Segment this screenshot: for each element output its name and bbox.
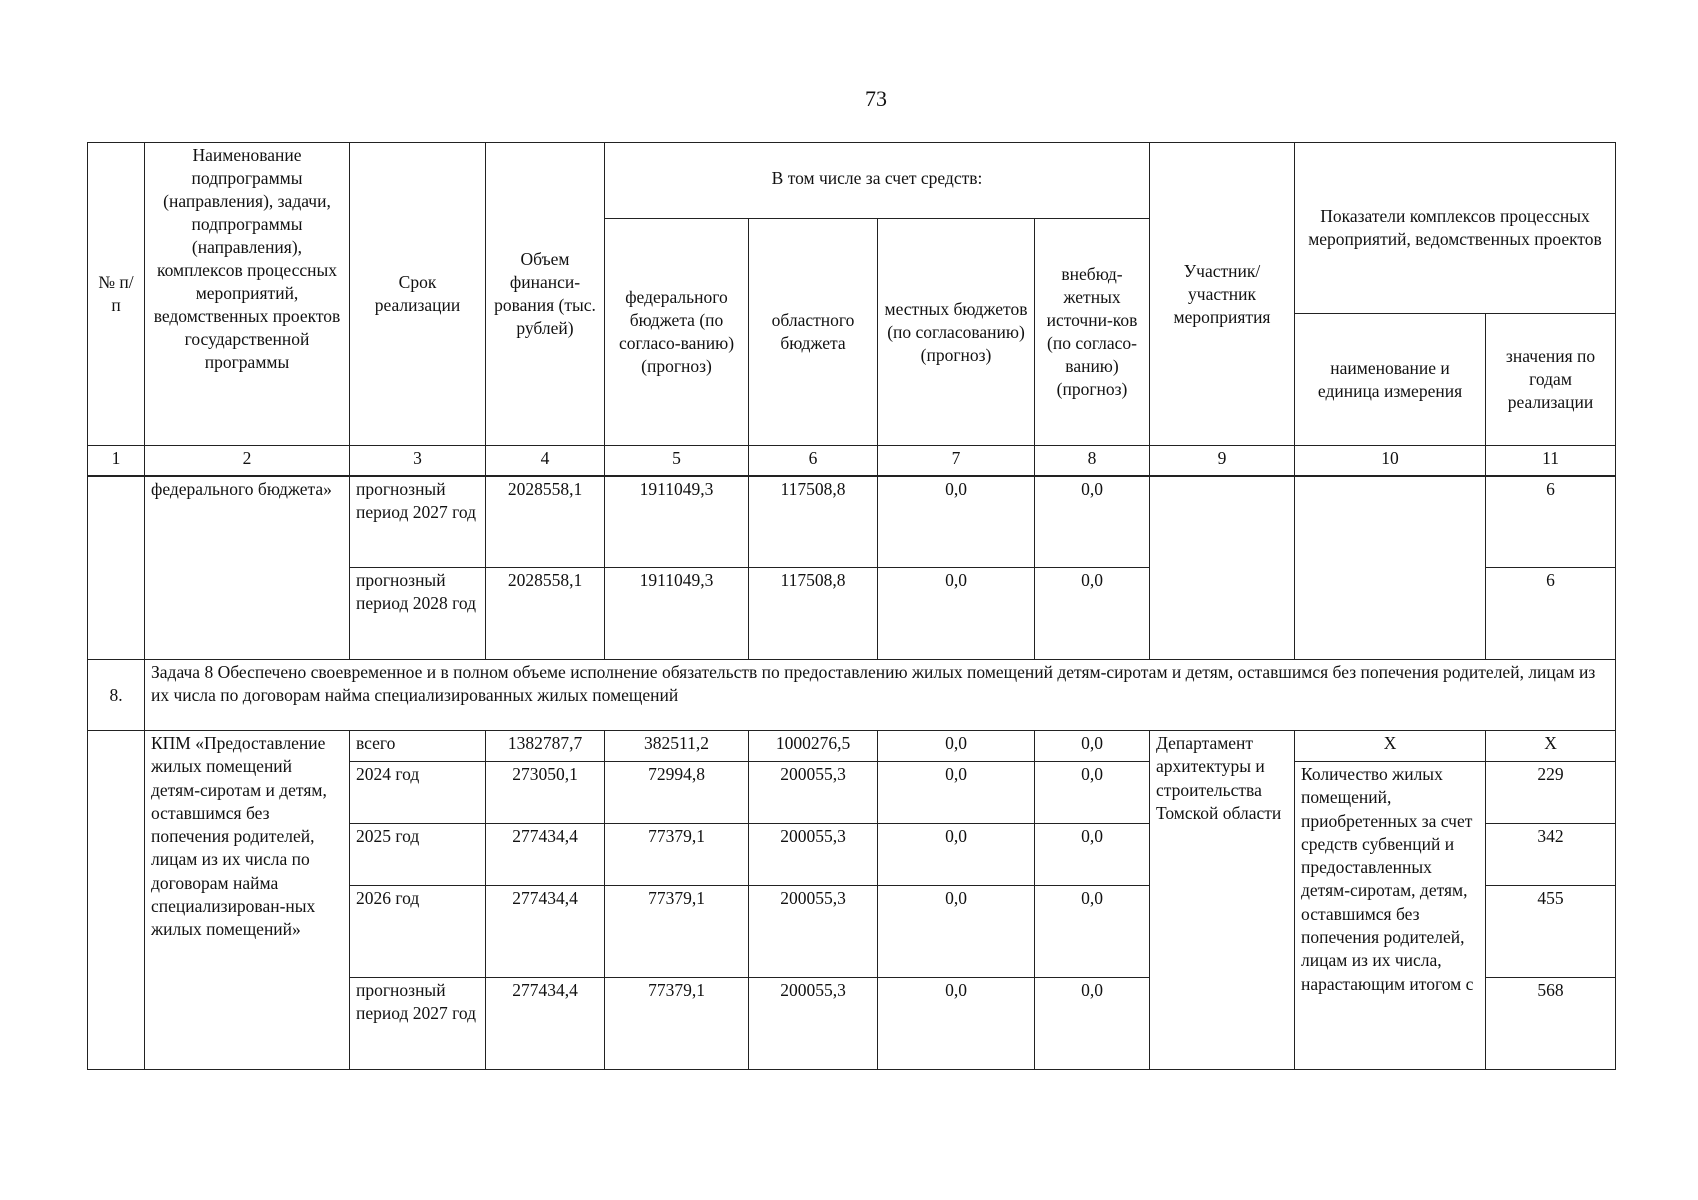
row-term: 2024 год <box>350 762 486 824</box>
column-numbers-row <box>88 446 1616 476</box>
row-local: 0,0 <box>878 731 1035 762</box>
row-federal: 1911049,3 <box>605 568 749 660</box>
header-participant: Участник/ участник мероприятия <box>1150 143 1295 446</box>
header-regional: областного бюджета <box>749 219 878 446</box>
header-name: Наименование подпрограммы (направления), задачи, подпрограммы (направления), комплексов процессных мероприятий, ведомственных проектов государственной программы <box>145 143 350 446</box>
header-term: Срок реализации <box>350 143 486 446</box>
row-value: 342 <box>1486 824 1616 886</box>
kpm-participant: Департамент архитектуры и строительства Томской области <box>1150 731 1295 1070</box>
col-number: 9 <box>1150 446 1295 476</box>
col-number: 2 <box>145 446 350 476</box>
header-federal: федерального бюджета (по согласо-ванию) (прогноз) <box>605 219 749 446</box>
row-volume: 277434,4 <box>486 978 605 1070</box>
row-regional: 200055,3 <box>749 886 878 978</box>
header-indicator-values: значения по годам реализации <box>1486 314 1616 446</box>
row-federal: 382511,2 <box>605 731 749 762</box>
row-regional: 200055,3 <box>749 978 878 1070</box>
task-text: Задача 8 Обеспечено своевременное и в полном объеме исполнение обязательств по предоставлению жилых помещений детям-сиротам и детям, оставшимся без попечения родителей, лицам из их числа по договорам найма специализированных жилых помещений <box>145 660 1616 731</box>
row-extra: 0,0 <box>1035 476 1150 568</box>
row-local: 0,0 <box>878 824 1035 886</box>
row-term: прогнозный период 2027 год <box>350 476 486 568</box>
col-number: 1 <box>88 446 145 476</box>
row-local: 0,0 <box>878 476 1035 568</box>
kpm-name: КПМ «Предоставление жилых помещений детям-сиротам и детям, оставшимся без попечения родителей, лицам из их числа по договорам найма специализирован-ных жилых помещений» <box>145 731 350 1070</box>
row-value: 6 <box>1486 476 1616 568</box>
col-number: 3 <box>350 446 486 476</box>
header-indicators-group: Показатели комплексов процессных мероприятий, ведомственных проектов <box>1295 143 1616 314</box>
col-number: 4 <box>486 446 605 476</box>
page-number: 73 <box>865 86 887 111</box>
row-extra: 0,0 <box>1035 568 1150 660</box>
row-extra: 0,0 <box>1035 731 1150 762</box>
row-num <box>88 476 145 660</box>
row-local: 0,0 <box>878 762 1035 824</box>
col-number: 8 <box>1035 446 1150 476</box>
col-number: 7 <box>878 446 1035 476</box>
row-indicator-name: Х <box>1295 731 1486 762</box>
row-regional: 117508,8 <box>749 476 878 568</box>
row-regional: 1000276,5 <box>749 731 878 762</box>
table-row <box>88 731 1616 762</box>
header-indicator-name: наименование и единица измерения <box>1295 314 1486 446</box>
row-volume: 2028558,1 <box>486 568 605 660</box>
row-value: 455 <box>1486 886 1616 978</box>
row-regional: 200055,3 <box>749 762 878 824</box>
row-federal: 1911049,3 <box>605 476 749 568</box>
row-extra: 0,0 <box>1035 978 1150 1070</box>
task-row <box>88 660 1616 731</box>
table-row <box>88 476 1616 568</box>
row-term: 2025 год <box>350 824 486 886</box>
row-local: 0,0 <box>878 886 1035 978</box>
row-volume: 277434,4 <box>486 886 605 978</box>
row-value: Х <box>1486 731 1616 762</box>
row-volume: 273050,1 <box>486 762 605 824</box>
row-extra: 0,0 <box>1035 886 1150 978</box>
header-extra: внебюд-жетных источни-ков (по согласо-ванию) (прогноз) <box>1035 219 1150 446</box>
header-local: местных бюджетов (по согласованию) (прогноз) <box>878 219 1035 446</box>
program-table <box>87 142 1616 1070</box>
header-num: № п/п <box>88 143 145 446</box>
row-extra: 0,0 <box>1035 762 1150 824</box>
row-term: 2026 год <box>350 886 486 978</box>
header-volume: Объем финанси-рования (тыс. рублей) <box>486 143 605 446</box>
row-extra: 0,0 <box>1035 824 1150 886</box>
row-value: 6 <box>1486 568 1616 660</box>
row-local: 0,0 <box>878 978 1035 1070</box>
row-participant <box>1150 476 1295 660</box>
col-number: 11 <box>1486 446 1616 476</box>
task-num: 8. <box>88 660 145 731</box>
row-value: 229 <box>1486 762 1616 824</box>
row-term: прогнозный период 2027 год <box>350 978 486 1070</box>
row-volume: 2028558,1 <box>486 476 605 568</box>
row-value: 568 <box>1486 978 1616 1070</box>
row-federal: 77379,1 <box>605 886 749 978</box>
header-sources-group: В том числе за счет средств: <box>605 143 1150 219</box>
row-regional: 117508,8 <box>749 568 878 660</box>
row-term: прогнозный период 2028 год <box>350 568 486 660</box>
row-federal: 77379,1 <box>605 978 749 1070</box>
row-num <box>88 731 145 1070</box>
col-number: 10 <box>1295 446 1486 476</box>
row-federal: 72994,8 <box>605 762 749 824</box>
col-number: 5 <box>605 446 749 476</box>
col-number: 6 <box>749 446 878 476</box>
row-volume: 277434,4 <box>486 824 605 886</box>
row-term: всего <box>350 731 486 762</box>
kpm-indicator-name: Количество жилых помещений, приобретенных за счет средств субвенций и предоставленных детям-сиротам, детям, оставшимся без попечения родителей, лицам из их числа, нарастающим итогом с <box>1295 762 1486 1070</box>
row-indicator-name <box>1295 476 1486 660</box>
row-volume: 1382787,7 <box>486 731 605 762</box>
row-regional: 200055,3 <box>749 824 878 886</box>
row-name: федерального бюджета» <box>145 476 350 660</box>
row-federal: 77379,1 <box>605 824 749 886</box>
row-local: 0,0 <box>878 568 1035 660</box>
